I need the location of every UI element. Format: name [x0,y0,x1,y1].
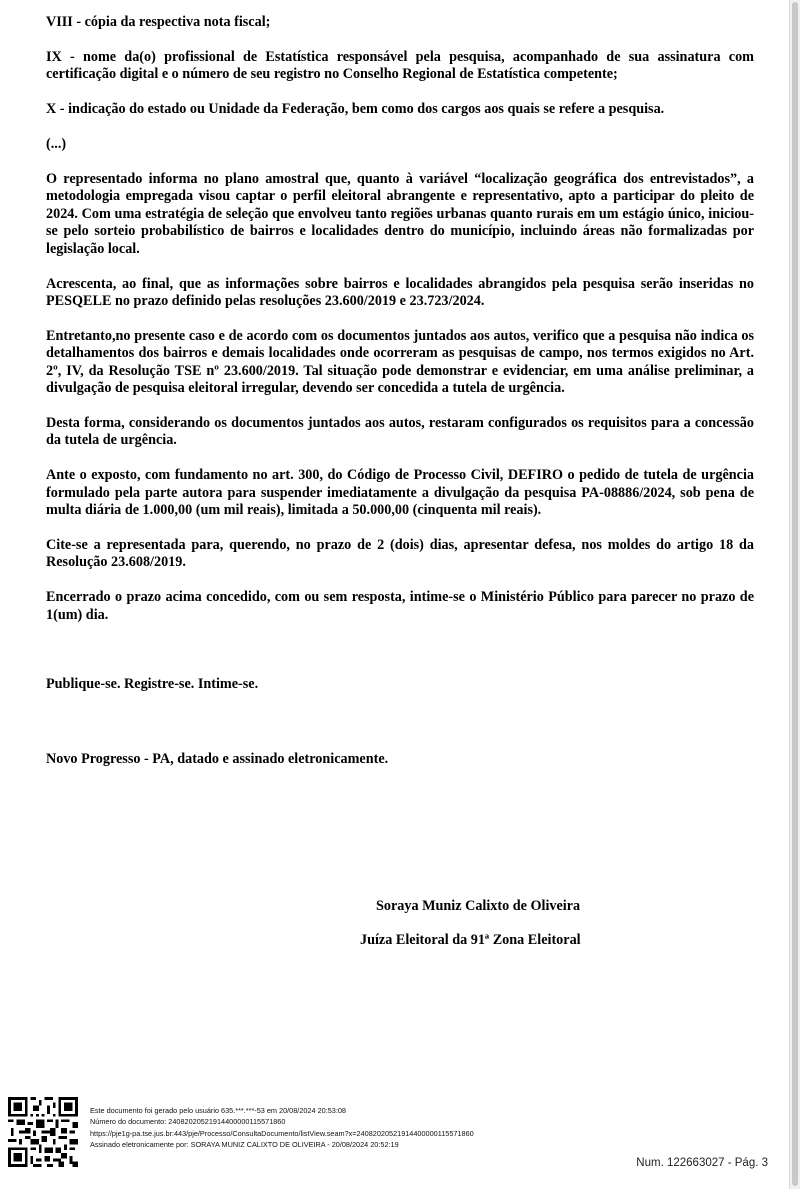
paragraph-item-x: X - indicação do estado ou Unidade da Federação, bem como dos cargos aos quais se refere a pesquisa. [46,101,665,118]
vertical-scrollbar[interactable] [789,0,800,1189]
footer-signed-by: Assinado eletronicamente por: SORAYA MUNIZ CALIXTO DE OLIVEIRA - 20/08/2024 20:52:19 [90,1140,399,1150]
footer-url-link[interactable]: https://pje1g-pa.tse.jus.br:443/pje/Processo/ConsultaDocumento/listView.seam?x=24082020521914400000115571860 [90,1128,474,1138]
closing-formula: Publique-se. Registre-se. Intime-se. [46,675,259,692]
paragraph-analysis: Entretanto,no presente caso e de acordo com os documentos juntados aos autos, verifico que a pesquisa não indica os detalhamentos dos bairros e demais localidades onde ocorreram as pesquisas de campo, nos termos exigidos no Art. 2º, IV, da Resolução TSE nº 23.600/2019. Tal situação pode demonstrar e evidenciar, em uma análise preliminar, a divulgação de pesquisa eleitoral irregular, devendo ser concedida a tutela de urgência. [46,327,754,397]
qr-code-icon [8,1097,78,1167]
paragraph-conclusion: Desta forma, considerando os documentos juntados aos autos, restaram configurados os requisitos para a concessão da tutela de urgência. [46,415,754,449]
footer-generated-by: Este documento foi gerado pelo usuário 635.***.***-53 em 20/08/2024 20:53:08 [90,1106,346,1115]
footer-document-number: Número do documento: 24082020521914400000115571860 [90,1117,286,1127]
paragraph-decision: Ante o exposto, com fundamento no art. 300, do Código de Processo Civil, DEFIRO o pedido de tutela de urgência formulado pela parte autora para suspender imediatamente a divulgação da pesquisa PA-08886/2024, sob pena de multa diária de 1.000,00 (um mil reais), limitada a 50.000,00 (cinquenta mil reais). [46,467,754,519]
paragraph-citation: Cite-se a representada para, querendo, no prazo de 2 (dois) dias, apresentar defesa, nos moldes do artigo 18 da Resolução 23.608/2019. [46,537,754,571]
paragraph-sampling-plan: O representado informa no plano amostral que, quanto à variável “localização geográfica dos entrevistados”, a metodologia empregada visou captar o perfil eleitoral abrangente e representativo, apto a participar do pleito de 2024. Com uma estratégia de seleção que envolveu tanto regiões urbanas quanto rurais em um estágio único, iniciou-se pelo sorteio probabilístico de bairros e localidades dentro do município, incluindo áreas não formalizadas por legislação local. [46,171,754,257]
document-body [46,14,754,785]
paragraph-item-ix: IX - nome da(o) profissional de Estatística responsável pela pesquisa, acompanhado de sua assinatura com certificação digital e o número de seu registro no Conselho Regional de Estatística competente; [46,48,754,83]
paragraph-item-viii: VIII - cópia da respectiva nota fiscal; [46,14,271,30]
scrollbar-thumb[interactable] [792,2,798,1186]
paragraph-ellipsis: (...) [46,136,67,153]
footer-info [90,1105,474,1151]
signer-name: Soraya Muniz Calixto de Oliveira [376,898,581,914]
place-date: Novo Progresso - PA, datado e assinado eletronicamente. [46,750,389,767]
signer-role: Juíza Eleitoral da 91ª Zona Eleitoral [360,932,581,948]
paragraph-addition: Acrescenta, ao final, que as informações sobre bairros e localidades abrangidos pela pesquisa serão inseridas no PESQELE no prazo definido pelas resoluções 23.600/2019 e 23.723/2024. [46,275,754,309]
paragraph-deadline: Encerrado o prazo acima concedido, com ou sem resposta, intime-se o Ministério Público para parecer no prazo de 1(um) dia. [46,589,754,623]
page-number: Num. 122663027 - Pág. 3 [636,1157,768,1169]
